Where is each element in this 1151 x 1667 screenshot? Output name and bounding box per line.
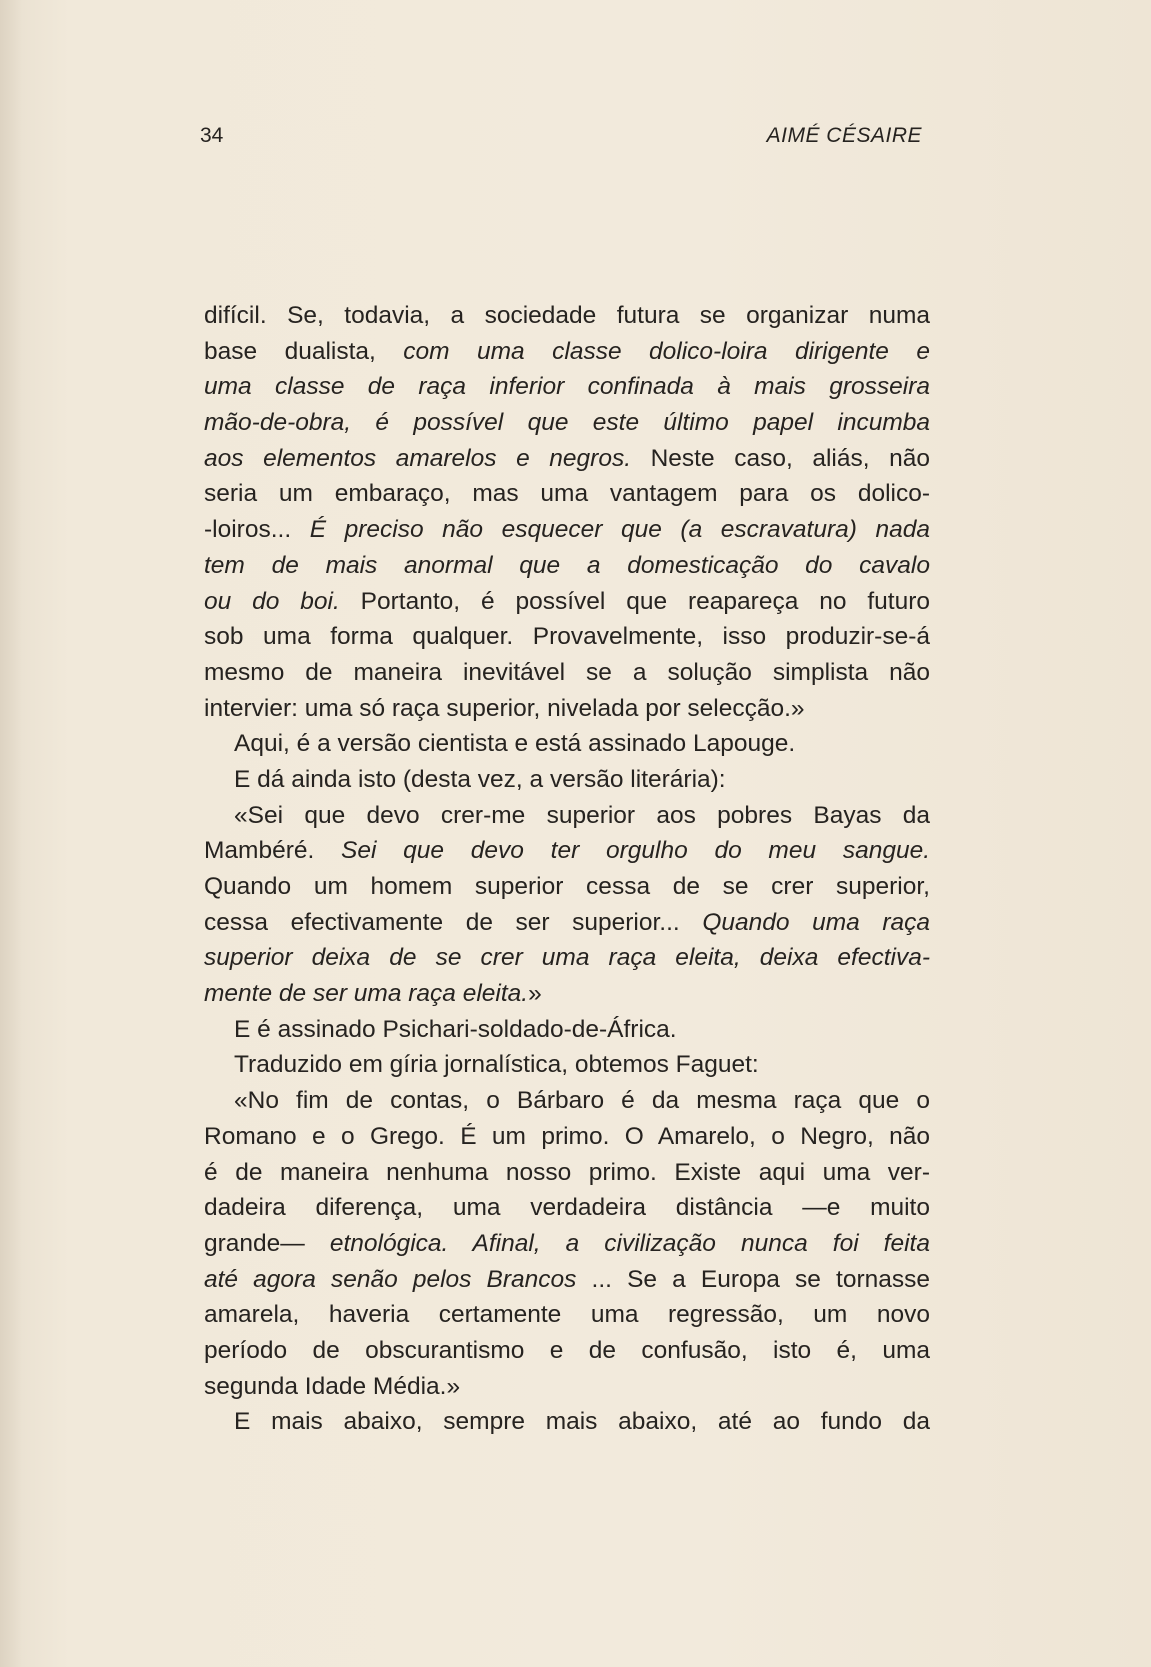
text-line bbox=[204, 762, 930, 798]
text-run: intervier: uma só raça superior, nivelada por selecção.» bbox=[204, 694, 805, 722]
text-run: Portanto, é possível que reapareça no futuro bbox=[339, 587, 930, 615]
text-line bbox=[204, 976, 930, 1012]
text-line bbox=[204, 1190, 930, 1226]
text-line bbox=[204, 940, 930, 976]
text-line bbox=[204, 726, 930, 762]
text-line bbox=[204, 1012, 930, 1048]
gutter-shadow bbox=[0, 0, 22, 1667]
italic-text-run: ou do boi. bbox=[204, 587, 340, 615]
italic-text-run: com uma classe dolico-loira dirigente e bbox=[403, 337, 930, 365]
text-line bbox=[204, 1155, 930, 1191]
text-run: Aqui, é a versão cientista e está assinado Lapouge. bbox=[234, 730, 796, 758]
italic-text-run: É preciso não esquecer que (a escravatura) nada bbox=[309, 516, 930, 544]
italic-text-run: uma classe de raça inferior confinada à mais grosseira bbox=[204, 373, 930, 401]
text-run: ... Se a Europa se tornasse bbox=[576, 1265, 930, 1293]
text-run: » bbox=[528, 980, 542, 1008]
text-run: Romano e o Grego. É um primo. O Amarelo, o Negro, não bbox=[204, 1122, 930, 1150]
text-line bbox=[204, 869, 930, 905]
text-run: grande— bbox=[204, 1229, 330, 1257]
text-line bbox=[204, 548, 930, 584]
text-run: é de maneira nenhuma nosso primo. Existe aqui uma ver- bbox=[204, 1158, 930, 1186]
text-line bbox=[204, 1333, 930, 1369]
text-line bbox=[204, 905, 930, 941]
page-number: 34 bbox=[200, 124, 224, 147]
text-run: Traduzido em gíria jornalística, obtemos Faguet: bbox=[234, 1051, 759, 1079]
text-line bbox=[204, 298, 930, 334]
italic-text-run: Quando uma raça bbox=[702, 908, 931, 936]
text-line bbox=[204, 1404, 930, 1440]
text-run: E mais abaixo, sempre mais abaixo, até ao fundo da bbox=[234, 1408, 930, 1436]
text-run: dadeira diferença, uma verdadeira distância —e muito bbox=[204, 1194, 930, 1222]
text-line bbox=[204, 619, 930, 655]
italic-text-run: Sei que devo ter orgulho do meu sangue. bbox=[341, 837, 931, 865]
italic-text-run: aos elementos amarelos e negros. bbox=[204, 444, 632, 472]
text-line bbox=[204, 1369, 930, 1405]
text-run: Mambéré. bbox=[204, 837, 342, 865]
text-line bbox=[204, 691, 930, 727]
text-line bbox=[204, 1083, 930, 1119]
text-run: E é assinado Psichari-soldado-de-África. bbox=[234, 1015, 677, 1043]
text-run: Neste caso, aliás, não bbox=[631, 444, 931, 472]
italic-text-run: superior deixa de se crer uma raça eleita, deixa efectiva- bbox=[204, 944, 930, 972]
text-run: base dualista, bbox=[204, 337, 404, 365]
text-run: amarela, haveria certamente uma regressão, um novo bbox=[204, 1301, 930, 1329]
italic-text-run: mente de ser uma raça eleita. bbox=[204, 980, 529, 1008]
text-line bbox=[204, 1047, 930, 1083]
text-line bbox=[204, 512, 930, 548]
text-run: difícil. Se, todavia, a sociedade futura se organizar numa bbox=[204, 302, 930, 329]
text-line bbox=[204, 655, 930, 691]
italic-text-run: etnológica. Afinal, a civilização nunca foi feita bbox=[329, 1229, 930, 1257]
text-run: «No fim de contas, o Bárbaro é da mesma raça que o bbox=[234, 1087, 930, 1115]
italic-text-run: até agora senão pelos Brancos bbox=[204, 1265, 577, 1293]
text-line bbox=[204, 334, 930, 370]
text-run: mesmo de maneira inevitável se a solução simplista não bbox=[204, 658, 930, 686]
text-run: «Sei que devo crer-me superior aos pobres Bayas da bbox=[234, 801, 930, 829]
text-run: -loiros... bbox=[204, 516, 310, 544]
text-line bbox=[204, 1119, 930, 1155]
text-line bbox=[204, 1226, 930, 1262]
text-run: sob uma forma qualquer. Provavelmente, isso produzir-se-á bbox=[204, 623, 930, 651]
running-head: AIMÉ CÉSAIRE bbox=[766, 124, 922, 147]
text-line bbox=[204, 1262, 930, 1298]
text-line bbox=[204, 405, 930, 441]
text-run: cessa efectivamente de ser superior... bbox=[204, 908, 703, 936]
text-line bbox=[204, 584, 930, 620]
italic-text-run: tem de mais anormal que a domesticação do cavalo bbox=[204, 551, 930, 579]
text-line bbox=[204, 1297, 930, 1333]
text-run: segunda Idade Média.» bbox=[204, 1372, 461, 1400]
body-text bbox=[204, 298, 930, 1440]
text-line bbox=[204, 441, 930, 477]
text-line bbox=[204, 833, 930, 869]
text-run: Quando um homem superior cessa de se crer superior, bbox=[204, 873, 930, 900]
text-line bbox=[204, 369, 930, 405]
text-line bbox=[204, 798, 930, 834]
text-line bbox=[204, 476, 930, 512]
text-run: período de obscurantismo e de confusão, isto é, uma bbox=[204, 1336, 930, 1364]
italic-text-run: mão-de-obra, é possível que este último papel incumba bbox=[204, 409, 930, 437]
page-header bbox=[200, 124, 930, 154]
text-run: E dá ainda isto (desta vez, a versão literária): bbox=[234, 765, 726, 793]
text-run: seria um embaraço, mas uma vantagem para os dolico- bbox=[204, 480, 930, 508]
